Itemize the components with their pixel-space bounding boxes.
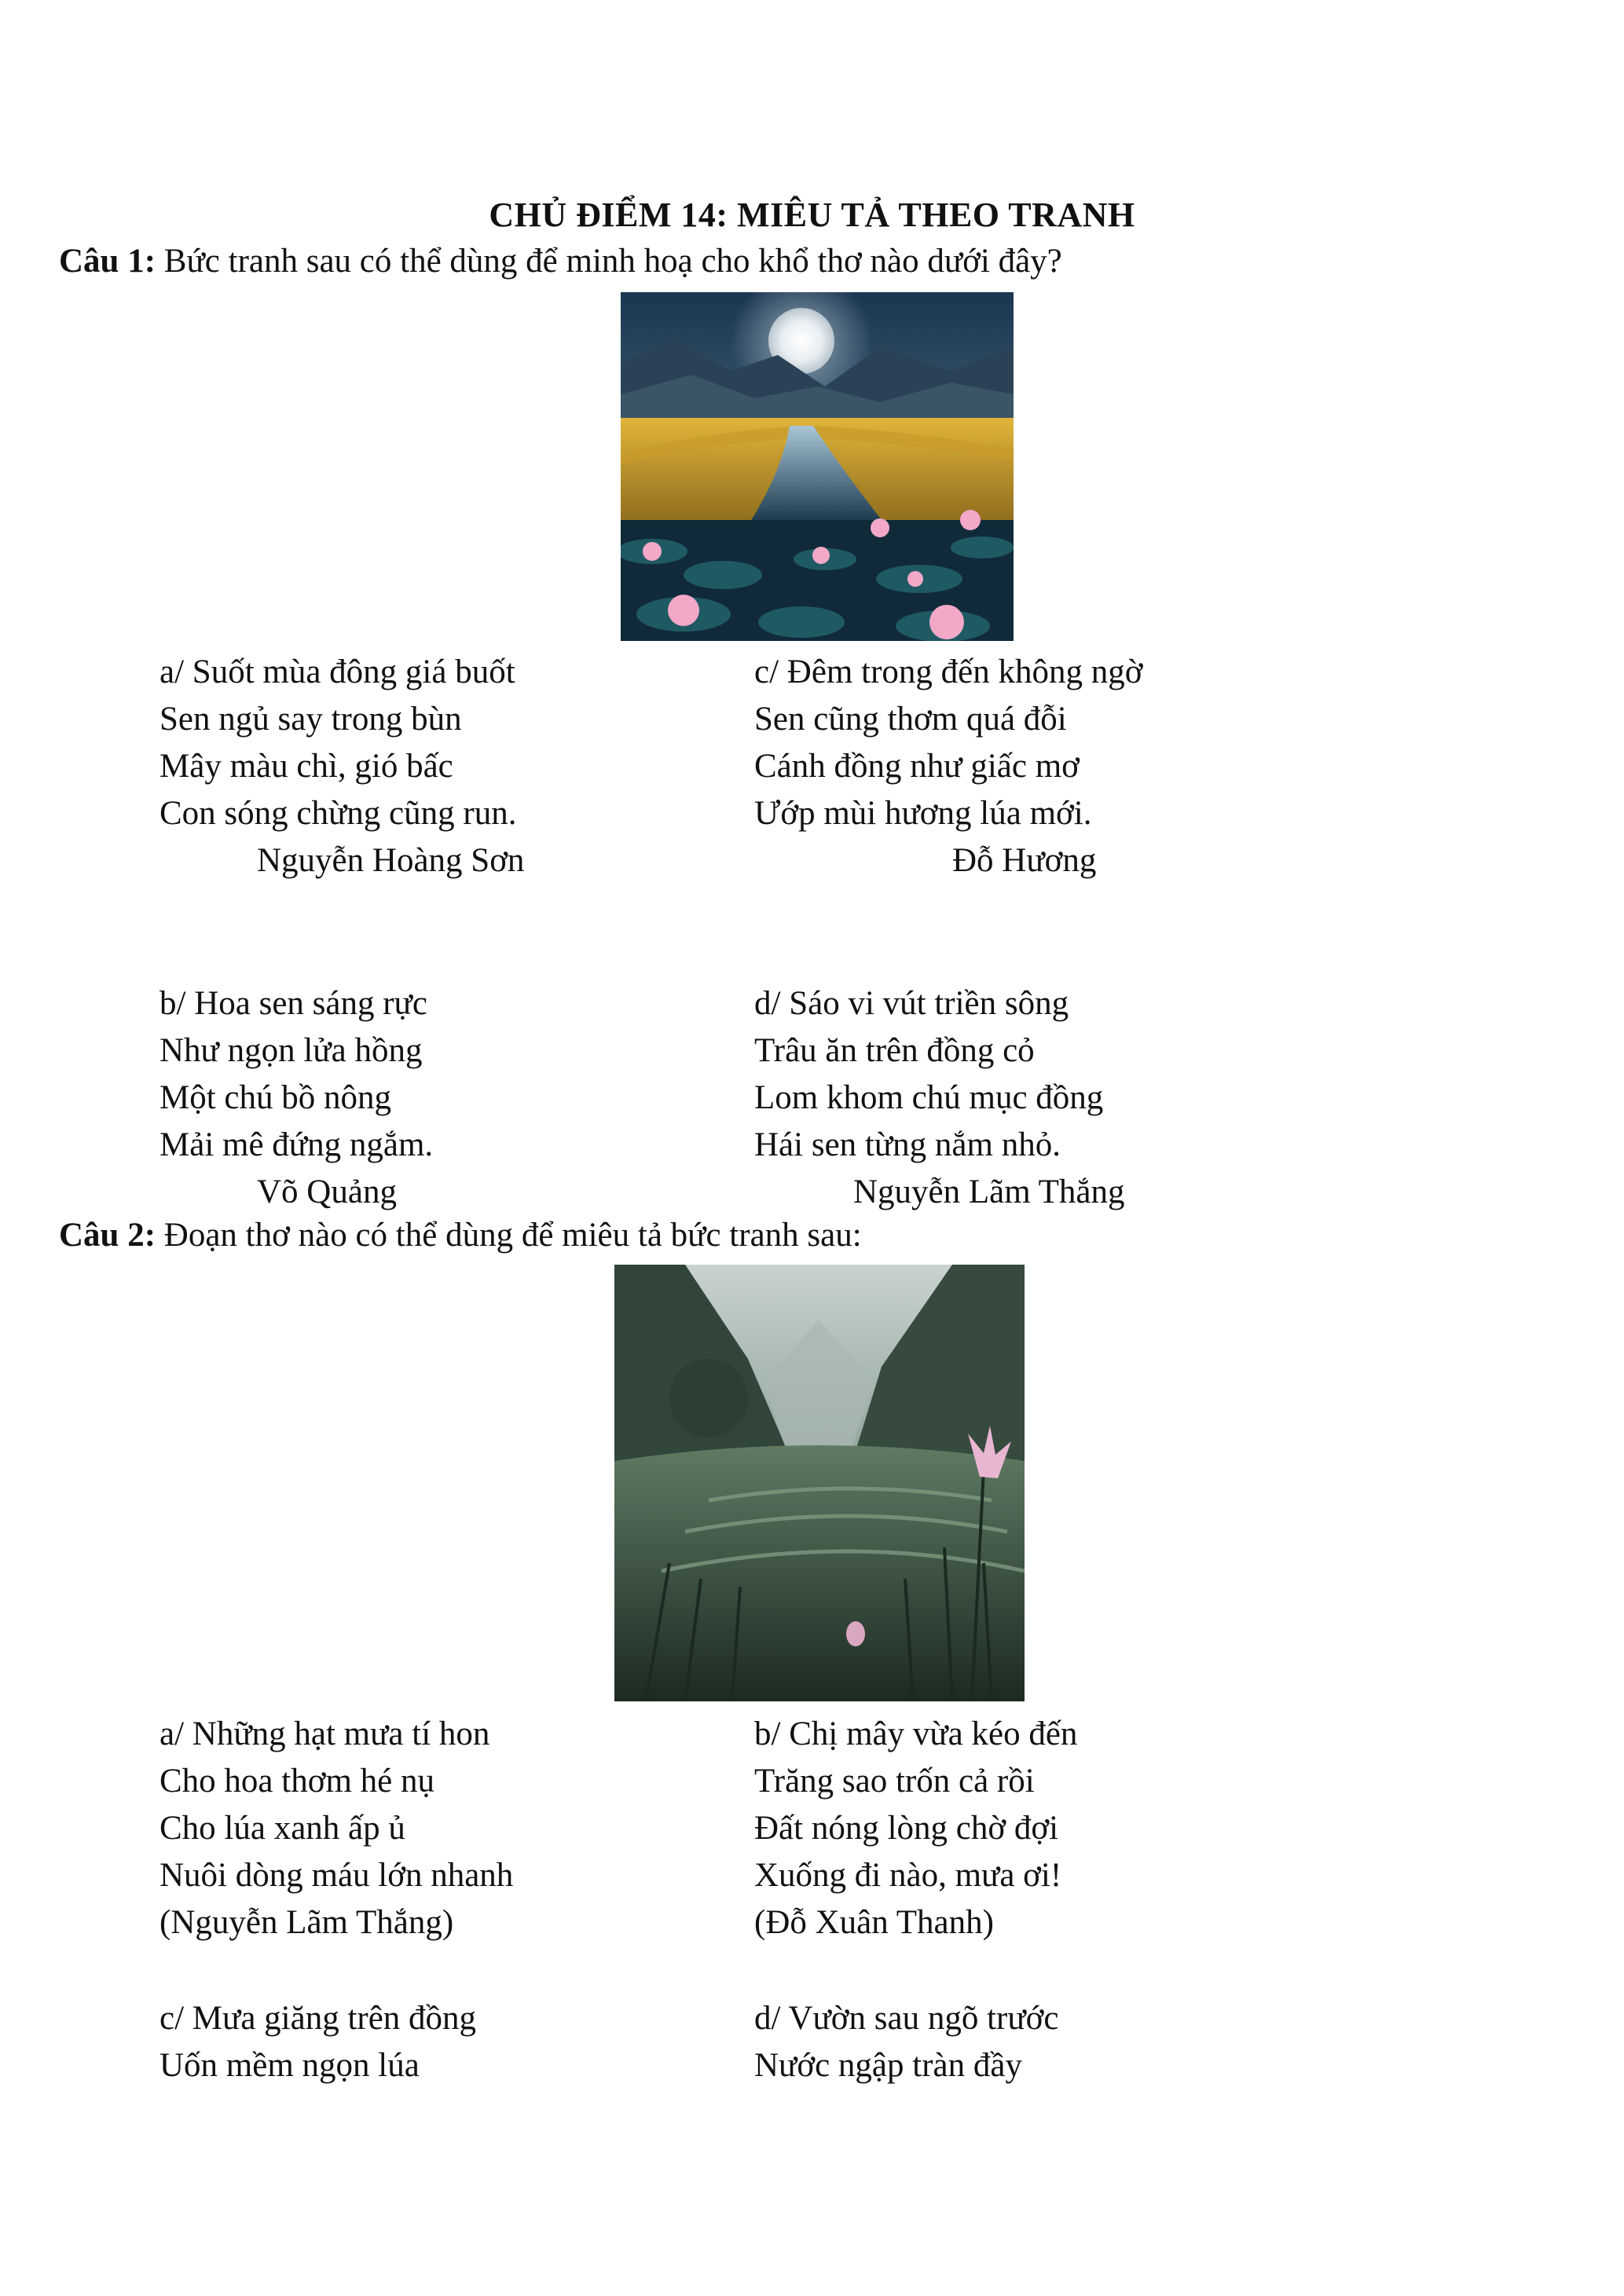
poem-line: Trâu ăn trên đồng cỏ	[754, 1032, 1035, 1069]
poem-line: Xuống đi nào, mưa ơi!	[754, 1857, 1062, 1894]
poem-author: Võ Quảng	[257, 1174, 397, 1210]
poem-line: a/ Suốt mùa đông giá buốt	[159, 654, 515, 690]
poem-line: c/ Mưa giăng trên đồng	[159, 2000, 477, 2037]
poem-line: d/ Sáo vi vút triền sông	[754, 985, 1069, 1022]
q1-option-a[interactable]	[159, 649, 524, 884]
page-title: CHỦ ĐIỂM 14: MIÊU TẢ THEO TRANH	[489, 196, 1135, 234]
poem-line: Nước ngập tràn đầy	[754, 2047, 1022, 2084]
question-1	[59, 242, 1062, 280]
poem-line: Uốn mềm ngọn lúa	[159, 2047, 420, 2084]
q1-option-b[interactable]	[159, 980, 433, 1216]
question-2-label: Câu 2:	[59, 1217, 156, 1254]
q2-option-c[interactable]	[159, 1995, 476, 2089]
poem-line: Hái sen từng nắm nhỏ.	[754, 1126, 1061, 1163]
poem-line: c/ Đêm trong đến không ngờ	[754, 654, 1143, 690]
poem-line: b/ Hoa sen sáng rực	[159, 985, 427, 1022]
question-2-text: Đoạn thơ nào có thể dùng để miêu tả bức tranh sau:	[156, 1217, 862, 1254]
poem-line: Lom khom chú mục đồng	[754, 1079, 1104, 1116]
q2-option-a[interactable]	[159, 1711, 513, 1946]
poem-line: Mây màu chì, gió bấc	[159, 748, 453, 785]
poem-author: Nguyễn Hoàng Sơn	[257, 842, 525, 879]
poem-line: Trăng sao trốn cả rồi	[754, 1763, 1035, 1800]
moonlit-lotus-field-image	[621, 292, 1014, 641]
poem-line: Con sóng chừng cũng run.	[159, 795, 517, 832]
poem-author: (Nguyễn Lãm Thắng)	[159, 1904, 454, 1941]
poem-author: (Đỗ Xuân Thanh)	[754, 1904, 994, 1941]
q1-option-d[interactable]	[754, 980, 1125, 1216]
poem-line: Mải mê đứng ngắm.	[159, 1126, 434, 1163]
poem-line: b/ Chị mây vừa kéo đến	[754, 1716, 1078, 1752]
misty-rice-field-image	[614, 1265, 1025, 1701]
poem-line: Cho lúa xanh ấp ủ	[159, 1810, 405, 1847]
poem-author: Đỗ Hương	[952, 842, 1097, 879]
poem-line: Đất nóng lòng chờ đợi	[754, 1810, 1059, 1847]
poem-author: Nguyễn Lãm Thắng	[853, 1174, 1125, 1210]
q2-option-d[interactable]	[754, 1995, 1058, 2089]
poem-line: Cánh đồng như giấc mơ	[754, 748, 1080, 785]
poem-line: Cho hoa thơm hé nụ	[159, 1763, 434, 1800]
q1-option-c[interactable]	[754, 649, 1142, 884]
poem-line: a/ Những hạt mưa tí hon	[159, 1716, 490, 1752]
poem-line: Một chú bồ nông	[159, 1079, 392, 1116]
question-1-label: Câu 1:	[59, 243, 156, 280]
poem-line: d/ Vườn sau ngõ trước	[754, 2000, 1059, 2037]
poem-line: Nuôi dòng máu lớn nhanh	[159, 1857, 514, 1894]
question-2	[59, 1216, 862, 1254]
question-1-text: Bức tranh sau có thể dùng để minh hoạ cho khổ thơ nào dưới đây?	[156, 243, 1062, 280]
poem-line: Ướp mùi hương lúa mới.	[754, 795, 1092, 832]
poem-line: Như ngọn lửa hồng	[159, 1032, 423, 1069]
poem-line: Sen ngủ say trong bùn	[159, 701, 462, 738]
q2-option-b[interactable]	[754, 1711, 1077, 1946]
poem-line: Sen cũng thơm quá đỗi	[754, 701, 1067, 738]
